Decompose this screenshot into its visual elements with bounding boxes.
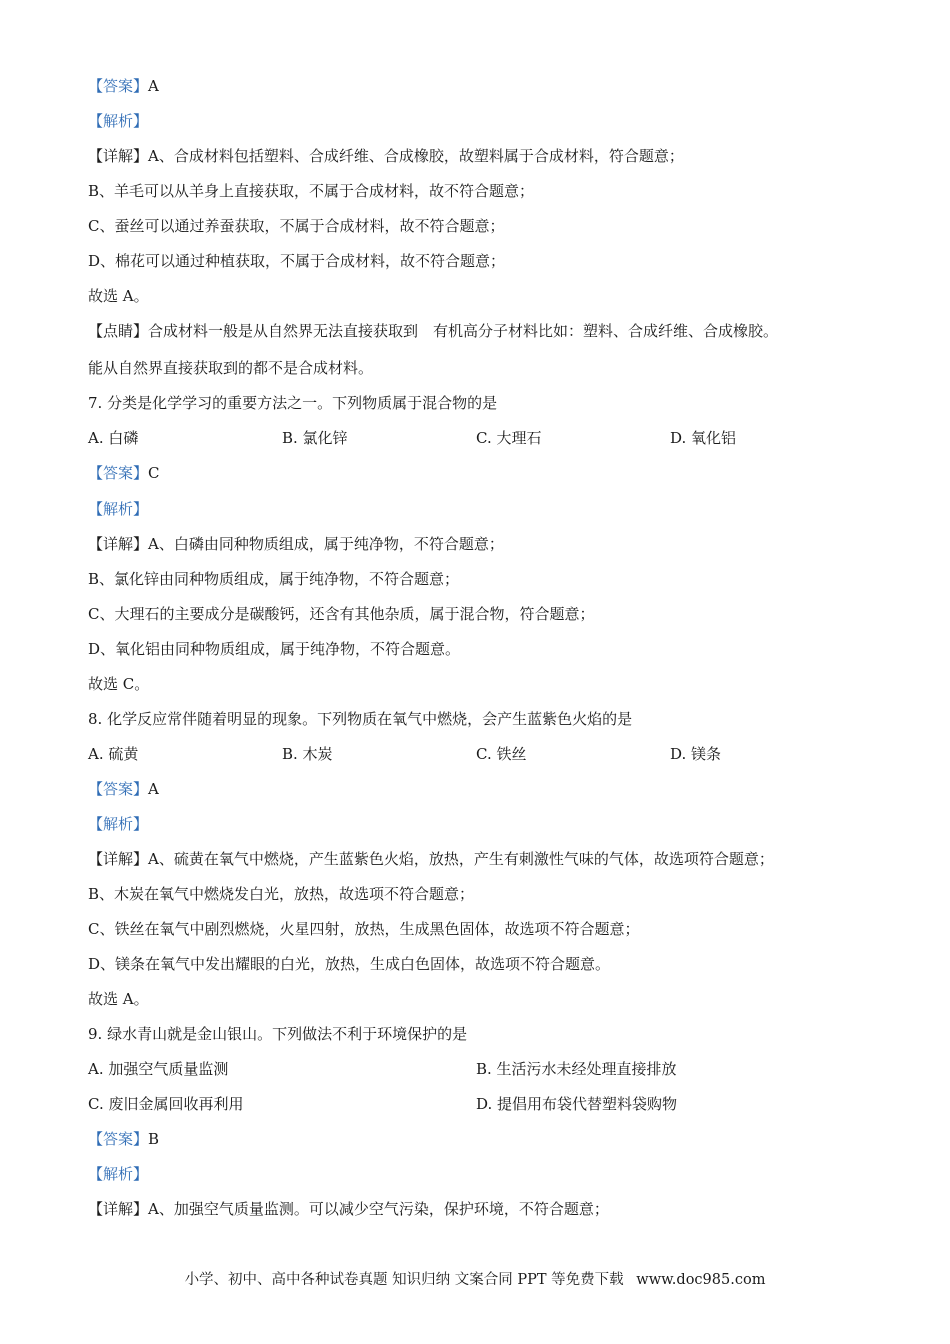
q9-stem: 9. 绿水青山就是金山银山。下列做法不利于环境保护的是 <box>88 1025 468 1043</box>
q7-answer-line <box>88 463 160 483</box>
analysis-tag: 【解析】 <box>88 500 149 518</box>
comment-tag: 【点睛】 <box>88 322 149 340</box>
comment-text: 合成材料一般是从自然界无法直接获取到 有机高分子材料比如：塑料、合成纤维、合成橡胶。 <box>148 322 779 340</box>
q9-option-c: C. 废旧金属回收再利用 <box>88 1095 244 1113</box>
detail-text: A、硫黄在氧气中燃烧，产生蓝紫色火焰，放热，产生有刺激性气味的气体，故选项符合题意； <box>148 850 774 868</box>
q7-option-d: D. 氧化铝 <box>670 429 737 447</box>
detail-text: A、白磷由同种物质组成，属于纯净物，不符合题意； <box>148 535 504 553</box>
q7-analysis-line <box>88 499 148 519</box>
answer-tag: 【答案】 <box>88 464 149 482</box>
q7-detail-c: C、大理石的主要成分是碳酸钙，还含有其他杂质，属于混合物，符合题意； <box>88 605 595 623</box>
analysis-tag: 【解析】 <box>88 112 149 130</box>
q8-analysis-line <box>88 814 148 834</box>
q6-choose: 故选 A。 <box>88 287 149 305</box>
answer-tag: 【答案】 <box>88 77 149 95</box>
q6-answer-line <box>88 76 159 96</box>
q8-option-d: D. 镁条 <box>670 745 722 763</box>
q9-answer-line <box>88 1129 159 1149</box>
detail-tag: 【详解】 <box>88 1200 149 1218</box>
q6-detail-d: D、棉花可以通过种植获取，不属于合成材料，故不符合题意； <box>88 252 506 270</box>
q8-answer-line <box>88 779 159 799</box>
q8-option-c: C. 铁丝 <box>476 745 527 763</box>
q7-choose: 故选 C。 <box>88 675 150 693</box>
q6-comment <box>88 321 778 341</box>
q7-option-c: C. 大理石 <box>476 429 542 447</box>
q8-option-a: A. 硫黄 <box>88 745 139 763</box>
q8-stem: 8. 化学反应常伴随着明显的现象。下列物质在氧气中燃烧，会产生蓝紫色火焰的是 <box>88 710 633 728</box>
answer-tag: 【答案】 <box>88 780 149 798</box>
q7-answer: C <box>148 464 160 482</box>
q6-comment-cont: 能从自然界直接获取到的都不是合成材料。 <box>88 359 374 377</box>
q6-detail-b: B、羊毛可以从羊身上直接获取，不属于合成材料，故不符合题意； <box>88 182 535 200</box>
q6-answer: A <box>148 77 159 95</box>
q8-detail-b: B、木炭在氧气中燃烧发白光，放热，故选项不符合题意； <box>88 885 475 903</box>
detail-tag: 【详解】 <box>88 147 149 165</box>
q6-detail-c: C、蚕丝可以通过养蚕获取，不属于合成材料，故不符合题意； <box>88 217 505 235</box>
q6-detail-a <box>88 146 684 166</box>
footer-site-link[interactable]: www.doc985.com <box>636 1272 766 1288</box>
q7-stem: 7. 分类是化学学习的重要方法之一。下列物质属于混合物的是 <box>88 394 498 412</box>
q8-detail-c: C、铁丝在氧气中剧烈燃烧，火星四射，放热，生成黑色固体，故选项不符合题意； <box>88 920 640 938</box>
q7-detail-a <box>88 534 504 554</box>
q7-detail-d: D、氧化铝由同种物质组成，属于纯净物，不符合题意。 <box>88 640 461 658</box>
q9-option-b: B. 生活污水未经处理直接排放 <box>476 1060 677 1078</box>
q9-detail-a <box>88 1199 609 1219</box>
q8-option-b: B. 木炭 <box>282 745 333 763</box>
detail-tag: 【详解】 <box>88 535 149 553</box>
q7-detail-b: B、氯化锌由同种物质组成，属于纯净物，不符合题意； <box>88 570 460 588</box>
q9-analysis-line <box>88 1164 148 1184</box>
detail-tag: 【详解】 <box>88 850 149 868</box>
q9-option-a: A. 加强空气质量监测 <box>88 1060 229 1078</box>
page-footer <box>0 1268 950 1289</box>
q6-analysis-line <box>88 111 148 131</box>
analysis-tag: 【解析】 <box>88 815 149 833</box>
q8-answer: A <box>148 780 159 798</box>
q8-detail-d: D、镁条在氧气中发出耀眼的白光，放热，生成白色固体，故选项不符合题意。 <box>88 955 611 973</box>
q8-choose: 故选 A。 <box>88 990 149 1008</box>
q7-option-b: B. 氯化锌 <box>282 429 348 447</box>
detail-text: A、合成材料包括塑料、合成纤维、合成橡胶，故塑料属于合成材料，符合题意； <box>148 147 684 165</box>
analysis-tag: 【解析】 <box>88 1165 149 1183</box>
detail-text: A、加强空气质量监测。可以减少空气污染，保护环境，不符合题意； <box>148 1200 609 1218</box>
q9-option-d: D. 提倡用布袋代替塑料袋购物 <box>476 1095 678 1113</box>
q9-answer: B <box>148 1130 160 1148</box>
q8-detail-a <box>88 849 774 869</box>
q7-option-a: A. 白磷 <box>88 429 139 447</box>
answer-tag: 【答案】 <box>88 1130 149 1148</box>
footer-text: 小学、初中、高中各种试卷真题 知识归纳 文案合同 PPT 等免费下载 <box>184 1272 624 1288</box>
